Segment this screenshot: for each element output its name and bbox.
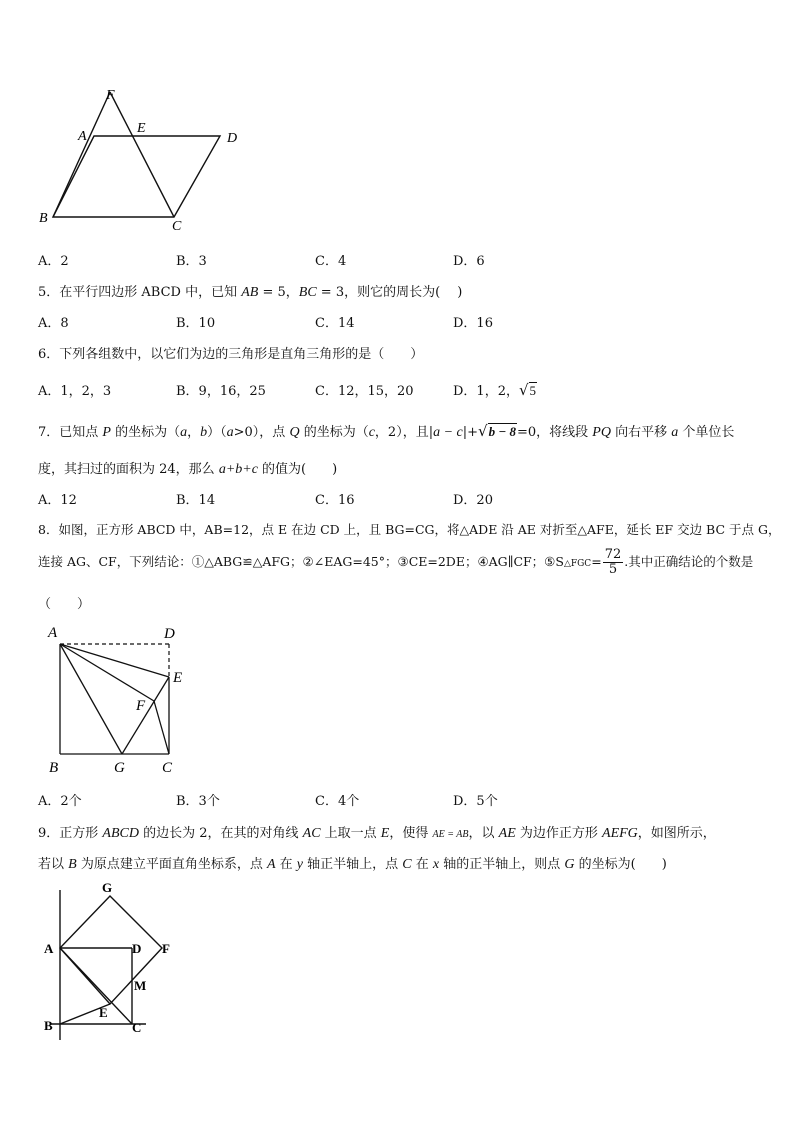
- label-G: G: [114, 760, 125, 776]
- figure-q8-square: [40, 622, 200, 777]
- label-C: C: [172, 219, 182, 234]
- q4-option-b[interactable]: B．3: [176, 254, 207, 269]
- q8-stem-line1: 8．如图，正方形 ABCD 中，AB=12，点 E 在边 CD 上，且 BG=CG，将△ADE 沿 AE 对折至△AFE，延长 EF 交边 BC 于点 G，: [38, 522, 781, 537]
- label-E: E: [173, 670, 183, 686]
- label-F: F: [136, 698, 146, 714]
- q4-option-c[interactable]: C．4: [315, 254, 347, 269]
- q5-option-a[interactable]: A．8: [38, 316, 69, 331]
- label-D: D: [132, 941, 142, 956]
- q8-option-b[interactable]: B．3个: [176, 794, 220, 809]
- q6-option-b[interactable]: B．9，16，25: [176, 384, 266, 399]
- q8-stem-line3: （ ）: [38, 597, 91, 612]
- label-D: D: [227, 131, 238, 146]
- label-D: D: [164, 626, 175, 642]
- label-B: B: [44, 1018, 53, 1033]
- figure-q9-squares: [36, 880, 196, 1040]
- q9-stem-line1: 9．正方形 ABCD 的边长为 2，在其的对角线 AC 上取一点 E，使得 AE = AB，以 AE 为边作正方形 AEFG，如图所示，: [38, 826, 716, 841]
- q5-option-c[interactable]: C．14: [315, 316, 355, 331]
- q5-options: [38, 312, 758, 330]
- label-A: A: [78, 129, 87, 144]
- q5-option-d[interactable]: D．16: [453, 316, 493, 331]
- q8-option-d[interactable]: D．5个: [453, 794, 498, 809]
- q8-option-a[interactable]: A．2个: [38, 794, 82, 809]
- q7-option-c[interactable]: C．16: [315, 493, 355, 508]
- q7-stem-line1: 7．已知点 P 的坐标为（a，b）（a>0），点 Q 的坐标为（c，2），且|a − c|+√b − 8=0，将线段 PQ 向右平移 a 个单位长: [38, 422, 735, 440]
- label-F: F: [106, 88, 115, 103]
- label-A: A: [48, 625, 58, 641]
- q9-stem-line2: 若以 B 为原点建立平面直角坐标系，点 A 在 y 轴正半轴上，点 C 在 x 轴的正半轴上，则点 G 的坐标为( ): [38, 857, 667, 872]
- sqrt-symbol: √: [478, 422, 488, 440]
- label-C: C: [132, 1020, 142, 1035]
- q8-stem-line2: 连接 AG、CF，下列结论：①△ABG≌△AFG；②∠EAG=45°；③CE=2DE；④AG∥CF；⑤S△FGC= $\frac{72}{5}$ .其中正确结论的个数是: [38, 547, 754, 577]
- q4-option-a[interactable]: A．2: [38, 254, 69, 269]
- q4-options: [38, 250, 758, 268]
- label-C: C: [162, 760, 173, 776]
- label-G: G: [102, 880, 113, 895]
- label-B: B: [39, 211, 48, 226]
- q4-option-d[interactable]: D．6: [453, 254, 485, 269]
- label-A: A: [44, 941, 54, 956]
- q8-options: [38, 790, 758, 808]
- q7-options: [38, 489, 758, 507]
- q7-stem-line2: 度，其扫过的面积为 24，那么 a+b+c 的值为( ): [38, 462, 338, 477]
- q7-option-a[interactable]: A．12: [38, 493, 77, 508]
- q6-option-d[interactable]: D．1，2，√5: [453, 381, 537, 399]
- q7-option-b[interactable]: B．14: [176, 493, 216, 508]
- label-B: B: [49, 760, 59, 776]
- q6-option-a[interactable]: A．1，2，3: [38, 384, 112, 399]
- q5-stem: 5．在平行四边形 ABCD 中，已知 AB = 5，BC = 3，则它的周长为( ): [38, 285, 463, 300]
- label-E: E: [137, 121, 146, 136]
- label-F: F: [162, 941, 170, 956]
- label-E: E: [99, 1005, 108, 1020]
- q6-options: [38, 380, 758, 398]
- q5-option-b[interactable]: B．10: [176, 316, 216, 331]
- label-M: M: [134, 978, 147, 993]
- sqrt-symbol: √: [518, 381, 529, 399]
- q7-option-d[interactable]: D．20: [453, 493, 493, 508]
- q8-option-c[interactable]: C．4个: [315, 794, 360, 809]
- figure-q4-parallelogram: [36, 84, 266, 234]
- q6-option-c[interactable]: C．12，15，20: [315, 384, 414, 399]
- q6-stem: 6．下列各组数中，以它们为边的三角形是直角三角形的是（ ）: [38, 347, 424, 362]
- fraction-72-5: $\frac{72}{5}$: [604, 547, 622, 577]
